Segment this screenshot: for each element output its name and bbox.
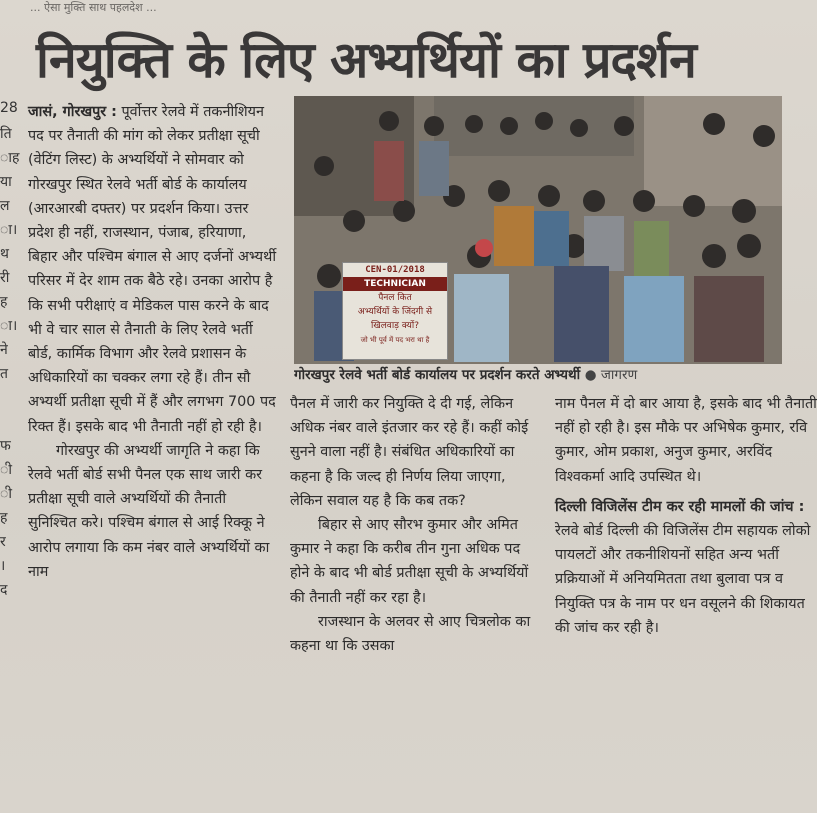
margin-fragment: 28 <box>0 100 18 116</box>
margin-fragment: ी <box>0 462 12 478</box>
margin-fragment: ह <box>0 294 8 310</box>
photo-caption <box>294 364 782 386</box>
margin-fragment: ाह <box>0 150 20 166</box>
column-2-paragraph-3: राजस्थान के अलवर से आए चित्रलोक का कहना था कि उसका <box>290 613 531 655</box>
placard-line: अभ्यर्थियों के जिंदगी से <box>357 307 433 317</box>
photo-credit: ● जागरण <box>584 367 638 383</box>
column-1-paragraph-1 <box>28 100 278 439</box>
margin-fragment: थ <box>0 246 9 262</box>
column-3-paragraph-1: नाम पैनल में दो बार आया है, इसके बाद भी तैनाती नहीं हो रही है। इस मौके पर अभिषेक कुमार, रवि कुमार, ओम प्रकाश, अनुज कुमार, अरविंद विश्वकर्मा आदि उपस्थित थे। <box>555 396 817 485</box>
article-column-1 <box>28 100 278 584</box>
margin-fragment: ने <box>0 342 8 358</box>
margin-fragment: । <box>0 558 6 574</box>
margin-fragment: ति <box>0 126 12 142</box>
protest-placard <box>342 262 448 360</box>
article-column-2 <box>290 392 540 658</box>
margin-fragment: या <box>0 174 12 190</box>
column-1-text-1: पूर्वोत्तर रेलवे में तकनीशियन पद पर तैनाती की मांग को लेकर प्रतीक्षा सूची (वेटिंग लिस्ट) के अभ्यर्थियों ने सोमवार को गोरखपुर स्थित रेलवे भर्ती बोर्ड के कार्यालय (आरआरबी दफ्तर) पर प्रदर्शन किया। उत्तर प्रदेश ही नहीं, राजस्थान, पंजाब, हरियाणा, बिहार और पश्चिम बंगाल से आए दर्जनों अभ्यर्थी परिसर में देर शाम तक बैठे रहे। उनका आरोप है कि सभी परीक्षाएं व मेडिकल पास करने के बाद भी वे चार साल से तैनाती के लिए रेलवे भर्ती बोर्ड, कार्मिक विभाग और रेलवे प्रशासन के अधिकारियों का चक्कर लगा रहे हैं। तीन सौ अभ्यर्थी प्रतीक्षा सूची में हैं और लगभग 700 पद रिक्त हैं। इसके बाद भी तैनाती नहीं हो रही है। <box>28 104 277 435</box>
placard-line: पैनल कित <box>378 293 412 303</box>
column-3-text-2: रेलवे बोर्ड दिल्ली की विजिलेंस टीम सहायक लोको पायलटों और तकनीशियनों सहित अन्य भर्ती प्रक्रियाओं में अनियमितता तथा बुलावा पत्र व नियुक्ति पत्र के नाम पर धन वसूलने की शिकायत की जांच कर रही है। <box>555 523 811 636</box>
dateline: जासं, गोरखपुर : <box>28 104 117 120</box>
margin-fragment: र <box>0 534 6 550</box>
protest-photo <box>294 96 782 364</box>
top-strip-text: ... ऐसा मुक्ति साथ पहलदेश ... <box>30 1 157 14</box>
margin-fragment: ी <box>0 486 12 502</box>
column-2-paragraph-2: बिहार से आए सौरभ कुमार और अमित कुमार ने कहा कि करीब तीन गुना अधिक पद होने के बाद भी बोर्ड प्रतीक्षा सूची के अभ्यर्थियों की तैनाती नहीं कर रहा है। <box>290 517 529 606</box>
margin-fragment <box>0 388 22 412</box>
column-2-paragraph-1: पैनल में जारी कर नियुक्ति दे दी गई, लेकिन अधिक नंबर वाले इंतजार कर रहे हैं। कहीं कोई सुनने वाला नहीं है। संबंधित अधिकारियों का कहना है कि जल्द ही निर्णय लिया जाएगा, लेकिन सवाल यह है कि कब तक? <box>290 396 529 509</box>
column-1-text-2: गोरखपुर की अभ्यर्थी जागृति ने कहा कि रेलवे भर्ती बोर्ड सभी पैनल एक साथ जारी कर प्रतीक्षा सूची वाले अभ्यर्थियों की तैनाती सुनिश्चित करे। पश्चिम बंगाल से आई रिक्कू ने आरोप लगाया कि कम नंबर वाले अभ्यर्थियों का नाम <box>28 442 270 580</box>
placard-line: जो भी पूर्व में पद भरा था है <box>360 336 430 344</box>
margin-fragment: द <box>0 582 8 598</box>
placard-line: खिलवाड़ क्यों? <box>371 321 419 331</box>
headline: नियुक्ति के लिए अभ्यर्थियों का प्रदर्शन <box>36 31 696 89</box>
margin-fragment: ा। <box>0 318 18 334</box>
margin-fragment: ह <box>0 510 8 526</box>
column-1-paragraph-2 <box>28 439 278 584</box>
article-column-3 <box>555 392 817 640</box>
margin-fragment: त <box>0 366 8 382</box>
placard-line: TECHNICIAN <box>343 277 447 291</box>
subheading: दिल्ली विजिलेंस टीम कर रही मामलों की जांच : <box>555 498 805 515</box>
caption-text: गोरखपुर रेलवे भर्ती बोर्ड कार्यालय पर प्रदर्शन करते अभ्यर्थी <box>294 367 581 383</box>
margin-fragment: ल <box>0 198 10 214</box>
column-3-paragraph-2 <box>555 495 817 640</box>
left-margin-fragments <box>0 100 22 813</box>
margin-fragment: फ <box>0 438 11 454</box>
margin-fragment: ा। <box>0 222 18 238</box>
placard-line: CEN-01/2018 <box>365 265 425 275</box>
margin-fragment <box>0 412 22 436</box>
margin-fragment: री <box>0 270 10 286</box>
